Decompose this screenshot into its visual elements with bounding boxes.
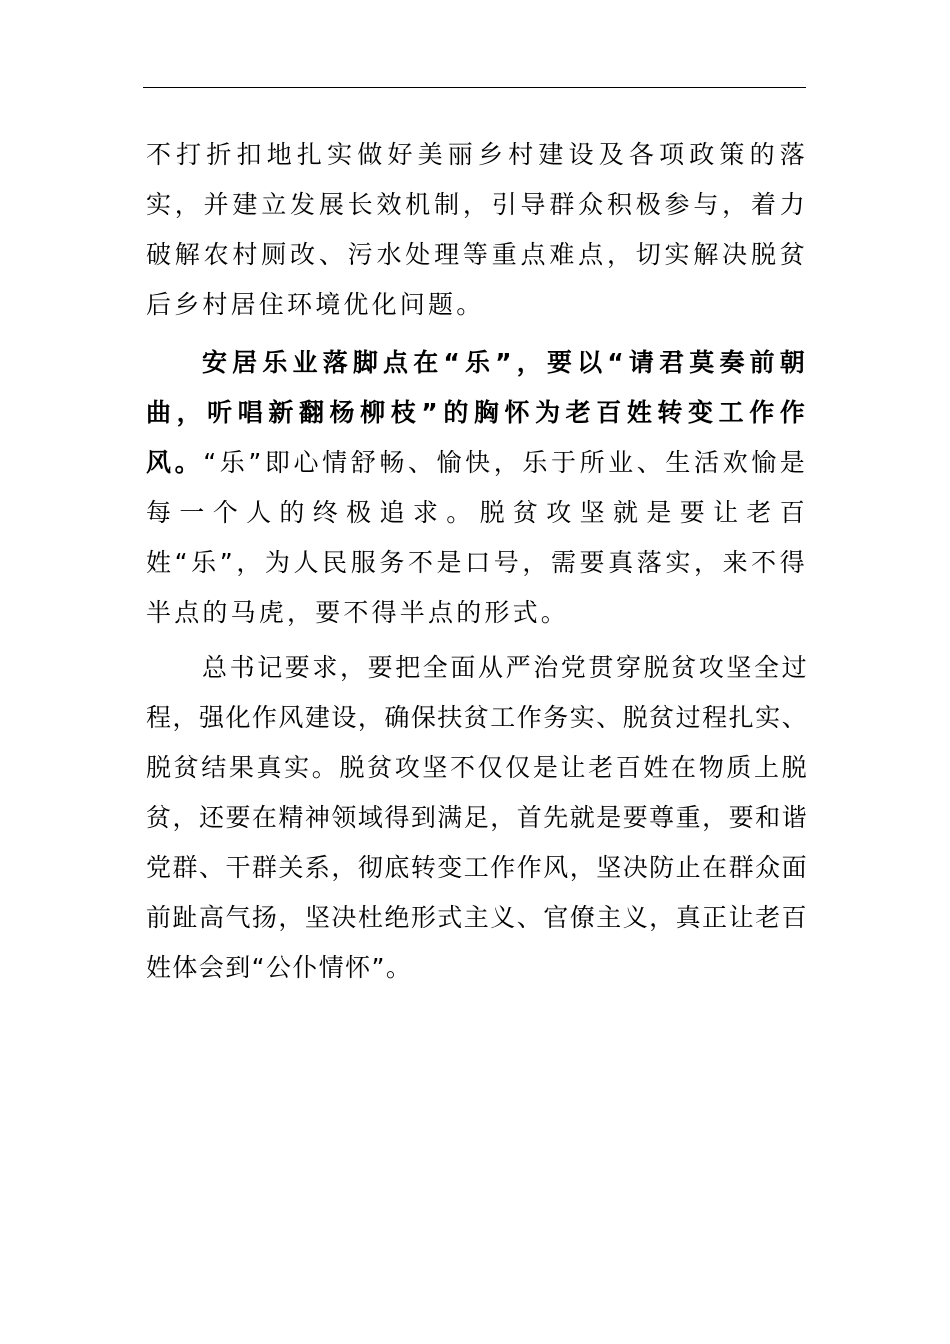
paragraph-1-text: 不打折扣地扎实做好美丽乡村建设及各项政策的落实，并建立发展长效机制，引导群众积极参与，着力破解农村厕改、污水处理等重点难点，切实解决脱贫后乡村居住环境优化问题。 [146, 140, 808, 319]
paragraph-2-text: “乐”即心情舒畅、愉快，乐于所业、生活欢愉是每一个人的终极追求。脱贫攻坚就是要让老百姓“乐”，为人民服务不是口号，需要真落实，来不得半点的马虎，要不得半点的形式。 [146, 448, 808, 627]
header-rule [143, 87, 806, 88]
document-body [146, 130, 808, 993]
paragraph-2-bold-lead: 安居乐业落脚点在“乐”，要以“请君莫奏前朝曲，听唱新翻杨柳枝”的胸怀为老百姓转变工作作风。 [146, 348, 808, 477]
paragraph-2 [146, 338, 808, 638]
paragraph-3-text: 总书记要求，要把全面从严治党贯穿脱贫攻坚全过程，强化作风建设，确保扶贫工作务实、脱贫过程扎实、脱贫结果真实。脱贫攻坚不仅仅是让老百姓在物质上脱贫，还要在精神领域得到满足，首先就是要尊重，要和谐党群、干群关系，彻底转变工作作风，坚决防止在群众面前趾高气扬，坚决杜绝形式主义、官僚主义，真正让老百姓体会到“公仆情怀”。 [146, 653, 808, 982]
paragraph-1 [146, 130, 808, 330]
paragraph-3 [146, 643, 808, 993]
